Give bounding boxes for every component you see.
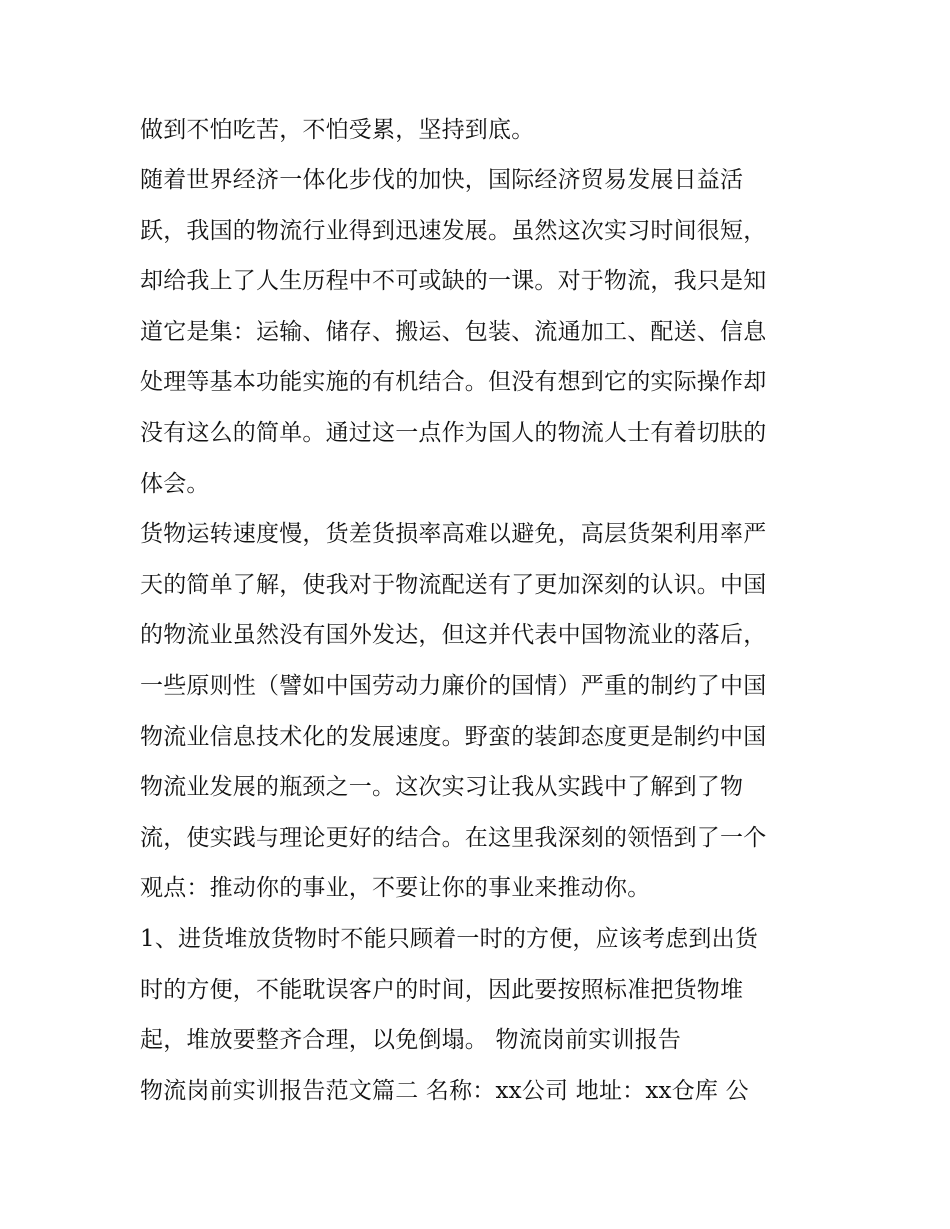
text-line: 物流岗前实训报告范文篇二 名称：xx公司 地址：xx仓库 公 [140,1078,749,1104]
text-line: 时的方便，不能耽误客户的时间，因此要按照标准把货物堆 [140,977,744,1003]
text-line: 随着世界经济一体化步伐的加快，国际经济贸易发展日益活 [140,167,744,193]
text-line: 物流业信息技术化的发展速度。野蛮的装卸态度更是制约中国 [140,724,767,750]
text-line: 的物流业虽然没有国外发达，但这并代表中国物流业的落后， [140,622,767,648]
text-line: 处理等基本功能实施的有机结合。但没有想到它的实际操作却 [140,369,767,395]
text-line: 天的简单了解，使我对于物流配送有了更加深刻的认识。中国 [140,572,767,598]
text-line: 道它是集：运输、储存、搬运、包装、流通加工、配送、信息 [140,319,767,345]
text-line: 起，堆放要整齐合理，以免倒塌。 物流岗前实训报告 [140,1027,682,1053]
text-line: 1、进货堆放货物时不能只顾着一时的方便，应该考虑到出货 [140,926,759,952]
text-line: 做到不怕吃苦，不怕受累，坚持到底。 [140,117,535,143]
text-line: 物流业发展的瓶颈之一。这次实习让我从实践中了解到了物 [140,774,744,800]
text-line: 却给我上了人生历程中不可或缺的一课。对于物流，我只是知 [140,268,767,294]
text-line: 观点：推动你的事业，不要让你的事业来推动你。 [140,875,651,901]
text-line: 流，使实践与理论更好的结合。在这里我深刻的领悟到了一个 [140,825,767,851]
text-line: 体会。 [140,471,210,497]
text-line: 一些原则性（譬如中国劳动力廉价的国情）严重的制约了中国 [140,673,767,699]
text-line: 没有这么的简单。通过这一点作为国人的物流人士有着切肤的 [140,420,767,446]
text-line: 货物运转速度慢，货差货损率高难以避免，高层货架利用率严 [140,521,767,547]
text-line: 跃，我国的物流行业得到迅速发展。虽然这次实习时间很短， [140,218,767,244]
